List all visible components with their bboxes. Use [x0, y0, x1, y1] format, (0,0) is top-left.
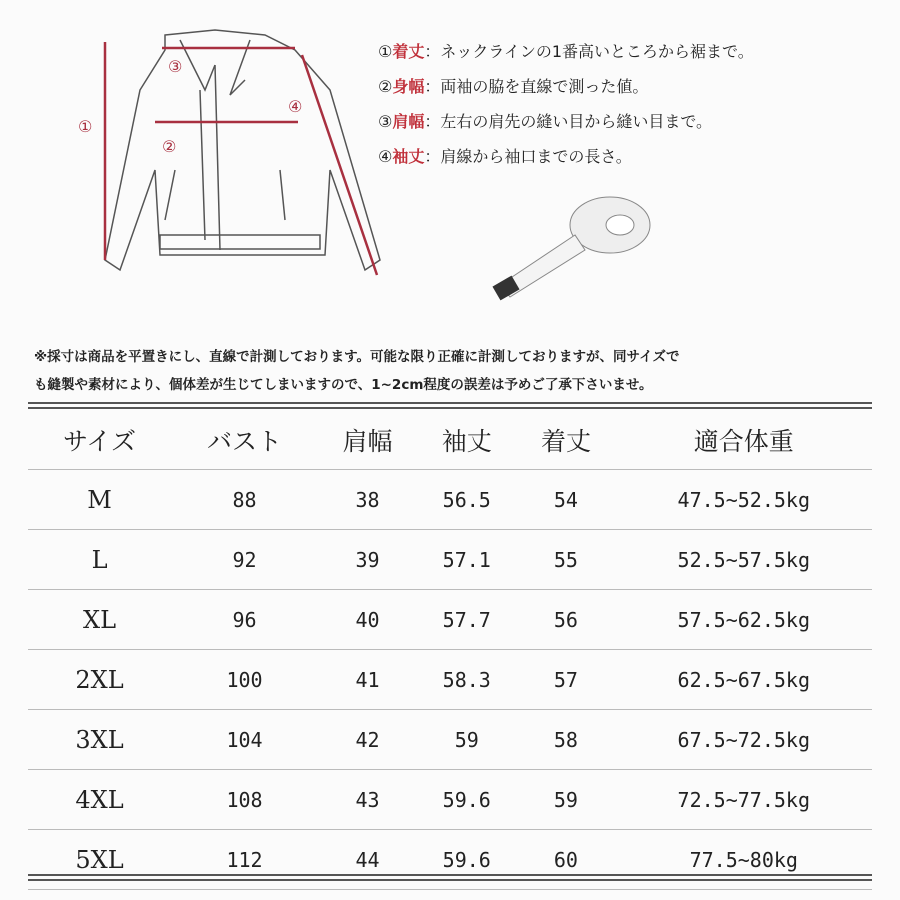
table-cell: 57.5~62.5kg	[616, 590, 872, 650]
table-header	[28, 410, 872, 470]
table-cell: 100	[171, 650, 318, 710]
table-cell: 72.5~77.5kg	[616, 770, 872, 830]
note-line: ※採寸は商品を平置きにし、直線で計測しております。可能な限り正確に計測しておりますが、同サイズで	[34, 349, 680, 365]
column-header: 適合体重	[616, 410, 872, 470]
legend-marker: ①	[378, 42, 393, 61]
table-cell: 4XL	[28, 770, 171, 830]
table-cell: 54	[516, 470, 615, 530]
legend-term: 肩幅	[392, 112, 425, 131]
marker-1: ①	[78, 117, 93, 136]
divider	[28, 874, 872, 881]
table-cell: 59	[417, 710, 516, 770]
legend-term: 身幅	[392, 77, 425, 96]
table-cell: 59	[516, 770, 615, 830]
table-cell: 57.7	[417, 590, 516, 650]
column-header: バスト	[171, 410, 318, 470]
legend-desc: ：ネックラインの1番高いところから裾まで。	[424, 42, 754, 61]
legend-desc: ：両袖の脇を直線で測った値。	[424, 77, 649, 96]
table-cell: 57.1	[417, 530, 516, 590]
measurement-note	[34, 343, 679, 399]
marker-3: ③	[168, 57, 183, 76]
table-cell: 38	[318, 470, 417, 530]
table-cell: 88	[171, 470, 318, 530]
table-cell: M	[28, 470, 171, 530]
measurement-legend	[378, 40, 754, 180]
table-cell: 3XL	[28, 710, 171, 770]
table-row	[28, 650, 872, 710]
table-cell: 52.5~57.5kg	[616, 530, 872, 590]
column-header: サイズ	[28, 410, 171, 470]
table-cell: 104	[171, 710, 318, 770]
table-cell: 57	[516, 650, 615, 710]
note-line: も縫製や素材により、個体差が生じてしまいますので、1~2cm程度の誤差は予めご了承下さいませ。	[34, 377, 653, 393]
table-cell: 41	[318, 650, 417, 710]
legend-marker: ④	[378, 147, 393, 166]
table-cell: 56.5	[417, 470, 516, 530]
legend-marker: ②	[378, 77, 393, 96]
table-cell: 67.5~72.5kg	[616, 710, 872, 770]
table-row	[28, 710, 872, 770]
column-header: 肩幅	[318, 410, 417, 470]
table-cell: 55	[516, 530, 615, 590]
table-cell: 43	[318, 770, 417, 830]
table-cell: 77.5~80kg	[616, 830, 872, 890]
table-cell: L	[28, 530, 171, 590]
column-header: 着丈	[516, 410, 615, 470]
table-cell: 5XL	[28, 830, 171, 890]
table-cell: 108	[171, 770, 318, 830]
table-cell: 58.3	[417, 650, 516, 710]
measuring-tape-icon	[490, 185, 660, 305]
column-header: 袖丈	[417, 410, 516, 470]
table-row	[28, 530, 872, 590]
legend-desc: ：肩線から袖口までの長さ。	[424, 147, 632, 166]
table-cell: 59.6	[417, 770, 516, 830]
legend-item	[378, 40, 754, 75]
legend-item	[378, 110, 754, 145]
table-cell: 59.6	[417, 830, 516, 890]
legend-item	[378, 75, 754, 110]
table-cell: 60	[516, 830, 615, 890]
table-row	[28, 470, 872, 530]
jacket-diagram	[40, 20, 400, 300]
legend-term: 着丈	[392, 42, 425, 61]
size-table	[28, 410, 872, 890]
table-cell: 42	[318, 710, 417, 770]
table-row	[28, 770, 872, 830]
legend-desc: ：左右の肩先の縫い目から縫い目まで。	[424, 112, 713, 131]
table-cell: 112	[171, 830, 318, 890]
marker-4: ④	[288, 97, 303, 116]
table-cell: 39	[318, 530, 417, 590]
legend-item	[378, 145, 754, 180]
table-cell: 96	[171, 590, 318, 650]
table-cell: 92	[171, 530, 318, 590]
divider	[28, 402, 872, 409]
table-cell: 58	[516, 710, 615, 770]
table-cell: 44	[318, 830, 417, 890]
legend-marker: ③	[378, 112, 393, 131]
table-cell: 40	[318, 590, 417, 650]
table-cell: XL	[28, 590, 171, 650]
legend-term: 袖丈	[392, 147, 425, 166]
table-row	[28, 590, 872, 650]
table-cell: 47.5~52.5kg	[616, 470, 872, 530]
marker-2: ②	[162, 137, 177, 156]
table-cell: 56	[516, 590, 615, 650]
table-cell: 62.5~67.5kg	[616, 650, 872, 710]
table-cell: 2XL	[28, 650, 171, 710]
